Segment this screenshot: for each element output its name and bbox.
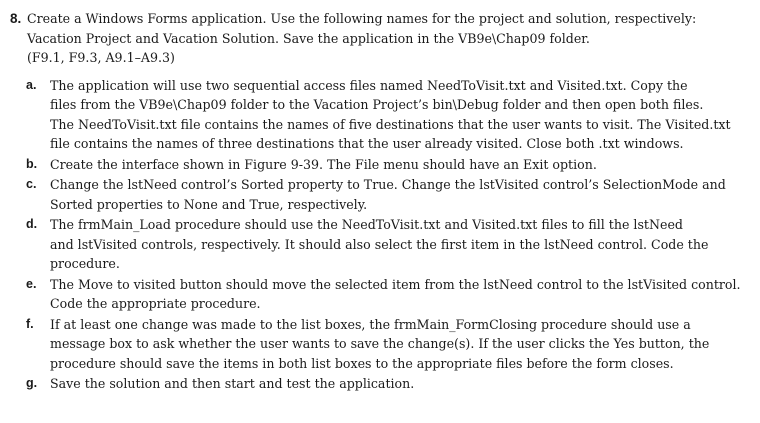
part-letter: b. (26, 156, 38, 171)
part-line: procedure. (50, 256, 120, 271)
part-e (10, 275, 750, 314)
exercise-parts-list (10, 76, 750, 394)
figure-reference: (F9.1, F9.3, A9.1–A9.3) (27, 50, 175, 65)
part-line: The Move to visited button should move the selected item from the lstNeed control to the lstVisited control. (50, 276, 741, 292)
part-text (50, 374, 740, 394)
part-line: If at least one change was made to the list boxes, the frmMain_FormClosing procedure should use a (50, 316, 691, 332)
part-line: The application will use two sequential access files named NeedToVisit.txt and Visited.txt. Copy the (50, 77, 688, 93)
part-letter: d. (26, 217, 38, 231)
part-line: files from the VB9e\Chap09 folder to the Vacation Project’s bin\Debug folder and then open both files. (50, 97, 704, 112)
part-b (10, 155, 750, 175)
part-line: Save the solution and then start and test the application. (50, 376, 415, 391)
part-line: The frmMain_Load procedure should use the NeedToVisit.txt and Visited.txt files to fill the lstNeed (50, 217, 683, 232)
exercise-header (10, 9, 750, 48)
part-f (10, 315, 750, 374)
part-line: Sorted properties to None and True, respectively. (50, 196, 368, 212)
part-text (50, 275, 740, 314)
exercise-number: 8. (10, 11, 22, 26)
part-line: Change the lstNeed control’s Sorted property to True. Change the lstVisited control’s SelectionMode and (50, 177, 726, 192)
part-letter: g. (26, 376, 38, 390)
part-line: Code the appropriate procedure. (50, 296, 261, 311)
instruction-line: Vacation Project and Vacation Solution. Save the application in the VB9e\Chap09 folder. (27, 30, 590, 46)
part-line: and lstVisited controls, respectively. It should also select the first item in the lstNeed control. Code the (50, 236, 709, 252)
part-text (50, 315, 740, 374)
part-a (10, 76, 750, 154)
exercise-instructions (27, 9, 727, 48)
part-text (50, 155, 740, 175)
part-text (50, 76, 740, 154)
part-text (50, 215, 740, 274)
exercise-8 (10, 9, 750, 395)
part-g (10, 374, 750, 394)
part-c (10, 175, 750, 214)
part-text (50, 175, 740, 214)
part-line: message box to ask whether the user wants to save the change(s). If the user clicks the Yes button, the (50, 336, 710, 351)
instruction-line: Create a Windows Forms application. Use the following names for the project and solution, respectively: (27, 11, 697, 26)
part-letter: a. (26, 77, 37, 92)
part-letter: e. (26, 276, 37, 291)
part-letter: c. (26, 177, 37, 191)
part-line: file contains the names of three destinations that the user already visited. Close both .txt windows. (50, 136, 684, 151)
part-d (10, 215, 750, 274)
part-line: Create the interface shown in Figure 9-39. The File menu should have an Exit option. (50, 156, 597, 172)
part-line: procedure should save the items in both list boxes to the appropriate files before the form closes. (50, 355, 674, 371)
part-letter: f. (26, 316, 34, 331)
part-line: The NeedToVisit.txt file contains the names of five destinations that the user wants to visit. The Visited.txt (50, 116, 731, 132)
